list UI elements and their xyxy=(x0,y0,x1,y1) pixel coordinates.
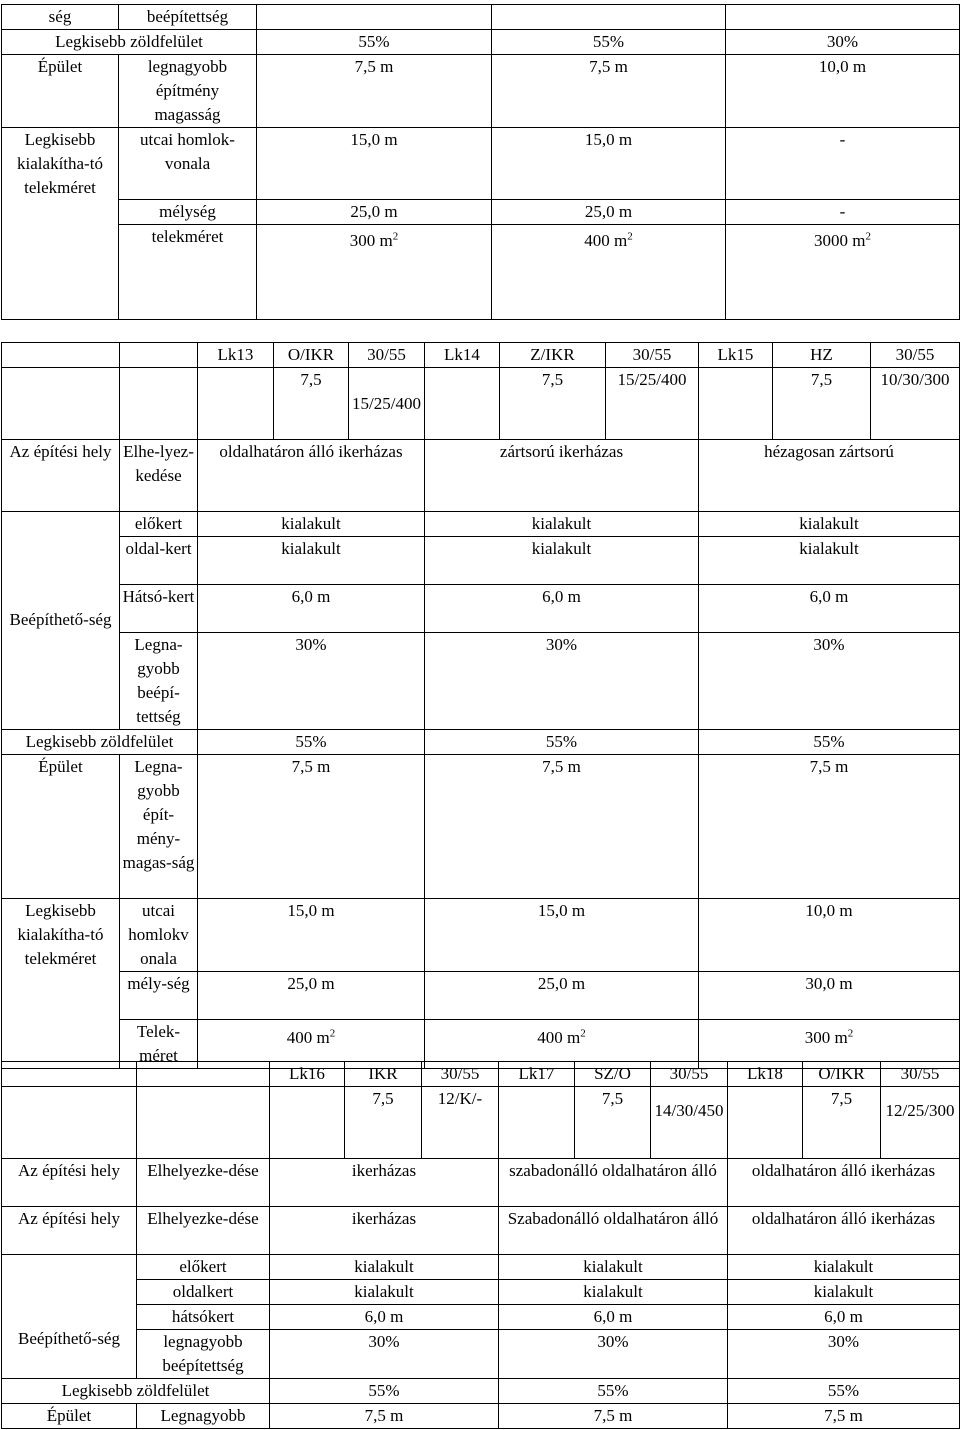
row-label: Elhelyezke-dése xyxy=(137,1159,270,1207)
row-group-label: Épület xyxy=(2,755,120,899)
cell: 30% xyxy=(425,633,699,730)
cell: beépítettség xyxy=(119,5,257,30)
cell: 25,0 m xyxy=(492,200,726,225)
cell: 300 $m^2$ xyxy=(699,1020,960,1069)
cell: legnagyobb építmény magasság xyxy=(119,55,257,128)
cell: ikerházas xyxy=(270,1207,499,1255)
cell: 6,0 m xyxy=(728,1305,960,1330)
cell: kialakult xyxy=(499,1280,728,1305)
cell: 400 $m^2$ xyxy=(492,225,726,320)
cell: 30% xyxy=(198,633,425,730)
table-row xyxy=(2,128,960,200)
cell: 15,0 m xyxy=(198,899,425,972)
cell: 6,0 m xyxy=(425,585,699,633)
zone-code: Lk13 xyxy=(198,343,274,368)
cell: 30% xyxy=(728,1330,960,1379)
zone-type: O/IKR xyxy=(274,343,349,368)
zone-lot: 15/25/400 xyxy=(349,368,425,440)
cell: 30% xyxy=(699,633,960,730)
cell: 55% xyxy=(699,730,960,755)
cell: ség xyxy=(2,5,119,30)
table-row xyxy=(2,1255,960,1280)
row-label: mély-ség xyxy=(120,972,198,1020)
cell: 55% xyxy=(257,30,492,55)
row-label: oldalkert xyxy=(137,1280,270,1305)
row-label: Legkisebb zöldfelület xyxy=(2,1379,270,1404)
row-label: utcai homlokv onala xyxy=(120,899,198,972)
cell: 25,0 m xyxy=(257,200,492,225)
row-label: Legkisebb zöldfelület xyxy=(2,30,257,55)
zone-code: Lk18 xyxy=(728,1062,803,1087)
zoning-table-continued xyxy=(1,4,960,320)
row-label: hátsókert xyxy=(137,1305,270,1330)
cell: 6,0 m xyxy=(270,1305,499,1330)
cell: 10,0 m xyxy=(726,55,960,128)
cell: kialakult xyxy=(198,512,425,537)
cell: 7,5 m xyxy=(198,755,425,899)
row-group-label: Az építési hely xyxy=(2,1159,137,1207)
cell: 400 $m^2$ xyxy=(425,1020,699,1069)
table-row xyxy=(2,55,960,128)
zone-height: 7,5 xyxy=(274,368,349,440)
cell: telekméret xyxy=(119,225,257,320)
table-row xyxy=(2,343,960,368)
zone-height: 7,5 xyxy=(345,1087,422,1159)
zone-code: Lk14 xyxy=(425,343,500,368)
table-row xyxy=(2,1280,960,1305)
zone-code: Lk17 xyxy=(499,1062,575,1087)
table-row xyxy=(2,1330,960,1379)
row-group-label: Az építési hely xyxy=(2,440,120,512)
cell: kialakult xyxy=(699,537,960,585)
cell: kialakult xyxy=(270,1280,499,1305)
row-group-label: Épület xyxy=(2,1404,137,1429)
zone-code: Lk16 xyxy=(270,1062,345,1087)
cell: 15,0 m xyxy=(425,899,699,972)
table-row xyxy=(2,972,960,1020)
table-row xyxy=(2,537,960,585)
cell: 30% xyxy=(270,1330,499,1379)
row-group-label: Beépíthető-ség xyxy=(2,1255,137,1379)
table-row xyxy=(2,1404,960,1429)
table-row xyxy=(2,899,960,972)
zone-type: SZ/O xyxy=(575,1062,651,1087)
cell: 30% xyxy=(499,1330,728,1379)
cell: 7,5 m xyxy=(499,1404,728,1429)
cell: 30% xyxy=(726,30,960,55)
row-label: Legna-gyobb épít-mény-magas-ság xyxy=(120,755,198,899)
zone-lot: 12/25/300 xyxy=(881,1087,960,1159)
table-row xyxy=(2,225,960,320)
zone-height: 7,5 xyxy=(803,1087,881,1159)
zone-height: 7,5 xyxy=(773,368,871,440)
cell: kialakult xyxy=(728,1255,960,1280)
zone-lot: 15/25/400 xyxy=(606,368,699,440)
row-label: előkert xyxy=(120,512,198,537)
cell: 400 $m^2$ xyxy=(198,1020,425,1069)
cell: kialakult xyxy=(728,1280,960,1305)
zone-ratio: 30/55 xyxy=(881,1062,960,1087)
row-label: Legna-gyobb beépí-tettség xyxy=(120,633,198,730)
zoning-table-lk16-18 xyxy=(1,1061,960,1429)
cell: 10,0 m xyxy=(699,899,960,972)
cell: kialakult xyxy=(499,1255,728,1280)
cell: 7,5 m xyxy=(492,55,726,128)
table-row xyxy=(2,30,960,55)
cell: 15,0 m xyxy=(492,128,726,200)
cell: 55% xyxy=(499,1379,728,1404)
cell: kialakult xyxy=(699,512,960,537)
zone-ratio: 30/55 xyxy=(422,1062,499,1087)
row-label: Legnagyobb xyxy=(137,1404,270,1429)
zone-lot: 14/30/450 xyxy=(651,1087,728,1159)
cell: - xyxy=(726,128,960,200)
table-row xyxy=(2,1159,960,1207)
zone-ratio: 30/55 xyxy=(606,343,699,368)
cell: 30,0 m xyxy=(699,972,960,1020)
cell: 25,0 m xyxy=(425,972,699,1020)
cell: oldalhatáron álló ikerházas xyxy=(728,1207,960,1255)
zoning-table-lk13-15 xyxy=(1,342,960,1069)
row-label: legnagyobb beépítettség xyxy=(137,1330,270,1379)
zone-type: Z/IKR xyxy=(500,343,606,368)
cell: 7,5 m xyxy=(257,55,492,128)
cell: utcai homlok-vonala xyxy=(119,128,257,200)
cell: 300 $m^2$ xyxy=(257,225,492,320)
cell: 6,0 m xyxy=(499,1305,728,1330)
cell: 25,0 m xyxy=(198,972,425,1020)
table-row xyxy=(2,1379,960,1404)
cell: 7,5 m xyxy=(270,1404,499,1429)
cell: Épület xyxy=(2,55,119,128)
row-label: Elhelyezke-dése xyxy=(137,1207,270,1255)
row-label: Telek-méret xyxy=(120,1020,198,1069)
zone-type: IKR xyxy=(345,1062,422,1087)
table-row xyxy=(2,1062,960,1087)
table-row xyxy=(2,512,960,537)
table-row xyxy=(2,5,960,30)
zone-lot: 12/K/- xyxy=(422,1087,499,1159)
table-row xyxy=(2,1087,960,1159)
cell: 55% xyxy=(728,1379,960,1404)
zone-height: 7,5 xyxy=(500,368,606,440)
cell: 6,0 m xyxy=(198,585,425,633)
cell: 15,0 m xyxy=(257,128,492,200)
row-group-label: Beépíthető-ség xyxy=(2,512,120,730)
table-row xyxy=(2,200,960,225)
cell: 55% xyxy=(492,30,726,55)
table-row xyxy=(2,440,960,512)
zone-ratio: 30/55 xyxy=(651,1062,728,1087)
cell: zártsorú ikerházas xyxy=(425,440,699,512)
cell: - xyxy=(726,200,960,225)
table-row xyxy=(2,1305,960,1330)
zone-type: O/IKR xyxy=(803,1062,881,1087)
table-row xyxy=(2,1207,960,1255)
row-label: Elhe-lyez-kedése xyxy=(120,440,198,512)
cell: mélység xyxy=(119,200,257,225)
zone-type: HZ xyxy=(773,343,871,368)
zone-lot: 10/30/300 xyxy=(871,368,960,440)
row-label: Hátsó-kert xyxy=(120,585,198,633)
cell: 7,5 m xyxy=(425,755,699,899)
zone-height: 7,5 xyxy=(575,1087,651,1159)
row-label: előkert xyxy=(137,1255,270,1280)
zone-ratio: 30/55 xyxy=(349,343,425,368)
cell: Legkisebb kialakítha-tó telekméret xyxy=(2,128,119,320)
row-label: Legkisebb zöldfelület xyxy=(2,730,198,755)
cell: oldalhatáron álló ikerházas xyxy=(728,1159,960,1207)
row-group-label: Legkisebb kialakítha-tó telekméret xyxy=(2,899,120,1069)
cell: 7,5 m xyxy=(699,755,960,899)
cell: 7,5 m xyxy=(728,1404,960,1429)
cell: kialakult xyxy=(425,537,699,585)
table-row xyxy=(2,585,960,633)
zone-ratio: 30/55 xyxy=(871,343,960,368)
cell: kialakult xyxy=(425,512,699,537)
zone-code: Lk15 xyxy=(699,343,773,368)
cell: Szabadonálló oldalhatáron álló xyxy=(499,1207,728,1255)
row-label: oldal-kert xyxy=(120,537,198,585)
table-row xyxy=(2,730,960,755)
cell: kialakult xyxy=(198,537,425,585)
cell: ikerházas xyxy=(270,1159,499,1207)
cell: szabadonálló oldalhatáron álló xyxy=(499,1159,728,1207)
table-row xyxy=(2,633,960,730)
cell: kialakult xyxy=(270,1255,499,1280)
table-row xyxy=(2,368,960,440)
cell: 3000 $m^2$ xyxy=(726,225,960,320)
cell: 55% xyxy=(198,730,425,755)
cell: hézagosan zártsorú xyxy=(699,440,960,512)
cell: 55% xyxy=(270,1379,499,1404)
table-row xyxy=(2,755,960,899)
cell: 55% xyxy=(425,730,699,755)
cell: 6,0 m xyxy=(699,585,960,633)
row-group-label: Az építési hely xyxy=(2,1207,137,1255)
cell: oldalhatáron álló ikerházas xyxy=(198,440,425,512)
